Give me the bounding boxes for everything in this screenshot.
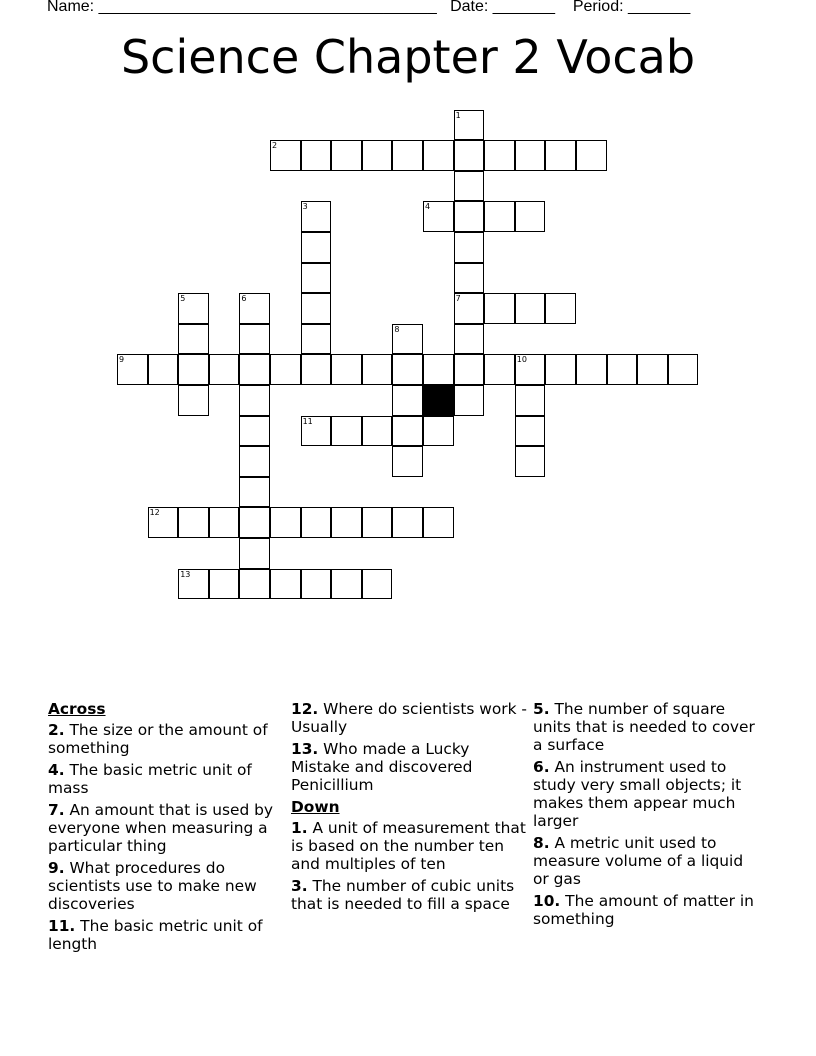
crossword-cell[interactable] xyxy=(484,354,515,385)
crossword-cell[interactable] xyxy=(515,416,546,447)
crossword-cell[interactable] xyxy=(454,385,485,416)
crossword-cell[interactable] xyxy=(362,569,393,600)
crossword-cell[interactable] xyxy=(454,354,485,385)
cell-number: 7 xyxy=(455,294,461,304)
crossword-cell[interactable] xyxy=(423,354,454,385)
date-label: Date: xyxy=(450,0,489,15)
crossword-cell[interactable] xyxy=(178,507,209,538)
crossword-cell[interactable] xyxy=(362,507,393,538)
crossword-cell[interactable] xyxy=(392,446,423,477)
crossword-cell[interactable] xyxy=(362,416,393,447)
across-heading: Across xyxy=(48,700,106,718)
crossword-cell[interactable] xyxy=(607,354,638,385)
clues-column-2 xyxy=(291,700,527,917)
crossword-cell[interactable] xyxy=(270,507,301,538)
crossword-cell[interactable] xyxy=(331,354,362,385)
cell-number: 11 xyxy=(302,416,313,426)
clue-down-8: 8. A metric unit used to measure volume of a liquid or gas xyxy=(533,834,744,888)
crossword-cell[interactable] xyxy=(331,416,362,447)
crossword-cell[interactable] xyxy=(239,569,270,600)
down-heading: Down xyxy=(291,798,340,816)
crossword-cell[interactable] xyxy=(423,140,454,171)
crossword-cell[interactable] xyxy=(178,293,209,324)
crossword-cell[interactable] xyxy=(301,416,332,447)
crossword-cell[interactable] xyxy=(392,324,423,355)
crossword-cell[interactable] xyxy=(484,293,515,324)
crossword-cell[interactable] xyxy=(392,507,423,538)
crossword-cell[interactable] xyxy=(545,354,576,385)
cell-number: 9 xyxy=(119,355,125,365)
crossword-cell[interactable] xyxy=(239,538,270,569)
clue-down-1: 1. A unit of measurement that is based on the number ten and multiples of ten xyxy=(291,819,526,873)
cell-number: 4 xyxy=(425,202,431,212)
name-blank[interactable]: ______________________________________ xyxy=(98,0,437,15)
crossword-cell[interactable] xyxy=(301,324,332,355)
crossword-cell[interactable] xyxy=(392,416,423,447)
crossword-cell[interactable] xyxy=(484,140,515,171)
crossword-cell[interactable] xyxy=(178,569,209,600)
clue-across-4: 4. The basic metric unit of mass xyxy=(48,761,252,797)
crossword-cell[interactable] xyxy=(454,324,485,355)
crossword-cell[interactable] xyxy=(545,140,576,171)
crossword-cell[interactable] xyxy=(454,201,485,232)
crossword-cell[interactable] xyxy=(423,416,454,447)
clues-column-3 xyxy=(533,700,763,932)
crossword-cell[interactable] xyxy=(239,385,270,416)
clue-down-3: 3. The number of cubic units that is needed to fill a space xyxy=(291,877,515,913)
crossword-cell[interactable] xyxy=(454,263,485,294)
name-label: Name: xyxy=(47,0,95,15)
crossword-cell[interactable] xyxy=(454,140,485,171)
crossword-cell[interactable] xyxy=(515,354,546,385)
crossword-cell[interactable] xyxy=(301,232,332,263)
crossword-cell[interactable] xyxy=(362,354,393,385)
crossword-cell[interactable] xyxy=(239,507,270,538)
clues-column-1 xyxy=(48,700,286,957)
crossword-cell[interactable] xyxy=(454,110,485,141)
clue-across-12: 12. Where do scientists work - Usually xyxy=(291,700,527,736)
crossword-cell[interactable] xyxy=(545,293,576,324)
cell-number: 5 xyxy=(180,294,186,304)
clue-across-13: 13. Who made a Lucky Mistake and discovered Penicillium xyxy=(291,740,473,794)
crossword-cell[interactable] xyxy=(515,446,546,477)
crossword-cell[interactable] xyxy=(423,507,454,538)
crossword-cell[interactable] xyxy=(576,140,607,171)
crossword-cell[interactable] xyxy=(209,569,240,600)
crossword-cell[interactable] xyxy=(270,354,301,385)
cell-number: 13 xyxy=(180,569,191,579)
cell-number: 10 xyxy=(516,355,527,365)
crossword-cell[interactable] xyxy=(239,446,270,477)
crossword-cell[interactable] xyxy=(484,201,515,232)
crossword-cell[interactable] xyxy=(301,293,332,324)
clue-across-11: 11. The basic metric unit of length xyxy=(48,917,263,953)
crossword-cell[interactable] xyxy=(270,140,301,171)
crossword-cell[interactable] xyxy=(178,385,209,416)
crossword-cell[interactable] xyxy=(576,354,607,385)
period-blank[interactable]: _______ xyxy=(628,0,691,15)
period-label: Period: xyxy=(572,0,624,15)
crossword-cell[interactable] xyxy=(454,293,485,324)
clue-across-9: 9. What procedures do scientists use to make new discoveries xyxy=(48,859,257,913)
crossword-cell[interactable] xyxy=(362,140,393,171)
crossword-cell[interactable] xyxy=(117,354,148,385)
crossword-cell[interactable] xyxy=(148,507,179,538)
crossword-cell[interactable] xyxy=(239,293,270,324)
crossword-cell[interactable] xyxy=(668,354,699,385)
crossword-cell[interactable] xyxy=(301,507,332,538)
clue-down-6: 6. An instrument used to study very small objects; it makes them appear much larger xyxy=(533,758,742,830)
crossword-cell[interactable] xyxy=(178,354,209,385)
crossword-cell[interactable] xyxy=(301,263,332,294)
clue-down-10: 10. The amount of matter in something xyxy=(533,892,754,928)
crossword-cell[interactable] xyxy=(515,140,546,171)
crossword-cell[interactable] xyxy=(454,232,485,263)
crossword-cell[interactable] xyxy=(392,140,423,171)
crossword-cell[interactable] xyxy=(178,324,209,355)
crossword-cell[interactable] xyxy=(637,354,668,385)
crossword-cell[interactable] xyxy=(331,140,362,171)
crossword-cell[interactable] xyxy=(331,507,362,538)
cell-number: 3 xyxy=(302,202,308,212)
crossword-cell[interactable] xyxy=(331,569,362,600)
crossword-cell[interactable] xyxy=(301,140,332,171)
clue-across-2: 2. The size or the amount of something xyxy=(48,721,268,757)
page-title: Science Chapter 2 Vocab xyxy=(120,30,696,84)
crossword-cell[interactable] xyxy=(209,354,240,385)
cell-number: 8 xyxy=(394,324,400,334)
crossword-cell[interactable] xyxy=(515,385,546,416)
crossword-cell[interactable] xyxy=(392,385,423,416)
crossword-cell[interactable] xyxy=(301,569,332,600)
cell-number: 1 xyxy=(455,110,461,120)
cell-number: 12 xyxy=(149,508,160,518)
crossword-cell[interactable] xyxy=(515,293,546,324)
crossword-cell[interactable] xyxy=(209,507,240,538)
crossword-cell[interactable] xyxy=(301,354,332,385)
crossword-cell[interactable] xyxy=(148,354,179,385)
crossword-cell[interactable] xyxy=(239,324,270,355)
crossword-cell[interactable] xyxy=(454,171,485,202)
clue-down-5: 5. The number of square units that is needed to cover a surface xyxy=(533,700,755,754)
crossword-cell[interactable] xyxy=(239,477,270,508)
crossword-cell[interactable] xyxy=(239,416,270,447)
black-cell xyxy=(423,385,454,416)
crossword-cell[interactable] xyxy=(239,354,270,385)
crossword-cell[interactable] xyxy=(392,354,423,385)
cell-number: 2 xyxy=(272,141,278,151)
crossword-cell[interactable] xyxy=(423,201,454,232)
crossword-cell[interactable] xyxy=(301,201,332,232)
clue-across-7: 7. An amount that is used by everyone when measuring a particular thing xyxy=(48,801,274,855)
crossword-cell[interactable] xyxy=(515,201,546,232)
crossword-cell[interactable] xyxy=(270,569,301,600)
cell-number: 6 xyxy=(241,294,247,304)
date-blank[interactable]: _______ xyxy=(492,0,556,15)
